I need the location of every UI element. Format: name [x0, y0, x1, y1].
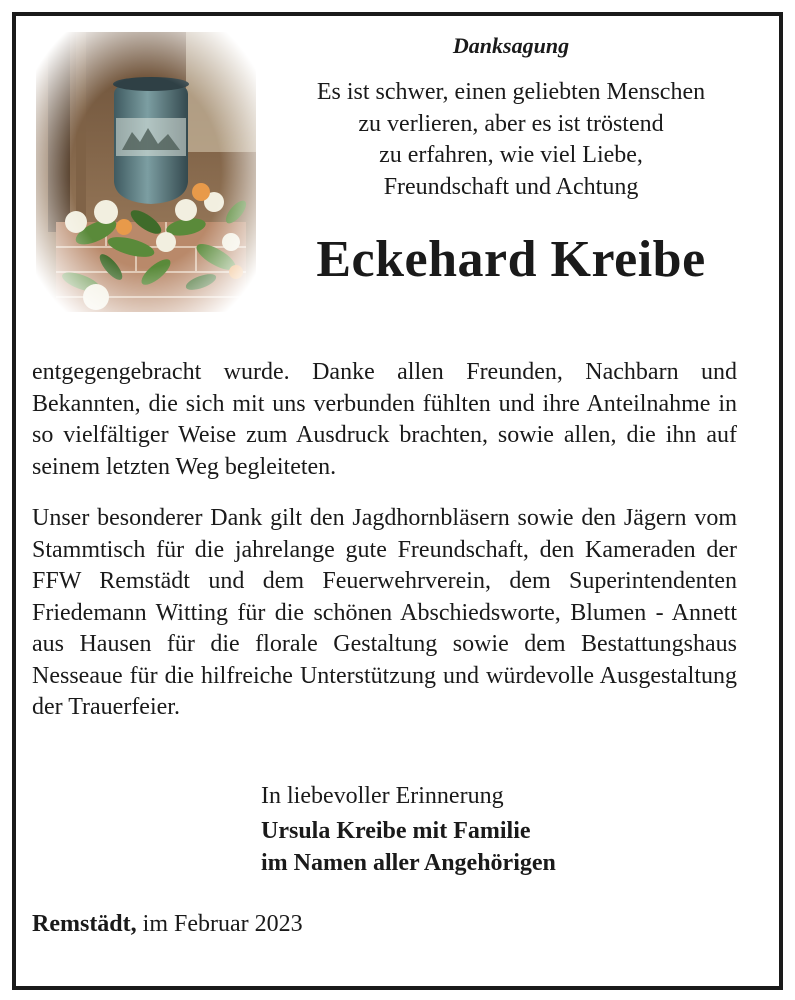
- signer-line: im Namen aller Angehörigen: [261, 850, 556, 876]
- closing-line: In liebevoller Erinnerung: [261, 783, 504, 809]
- place-name: Remstädt,: [32, 911, 137, 937]
- intro-line: zu verlieren, aber es ist tröstend: [358, 110, 664, 137]
- thanks-paragraph-1: entgegengebracht wurde. Danke allen Freunden, Nachbarn und Bekannten, die sich mit uns verbunden fühlten und ihre Anteilnahme in so vielfältiger Weise zum Ausdruck brachten, sowie allen, die ihn auf seinem letzten Weg begleiteten.: [32, 359, 737, 480]
- notice-heading: Danksagung: [452, 33, 570, 58]
- deceased-name: Eckehard Kreibe: [316, 231, 706, 288]
- thanks-paragraph-2: Unser besonderer Dank gilt den Jagdhornbläsern sowie den Jägern vom Stammtisch für die jahrelange gute Freundschaft, den Kameraden der FFW Remstädt und dem Feuerwehrverein, dem Superintendenten Friedemann Witting für die schönen Abschiedsworte, Blumen - Annett aus Hausen für die florale Gestaltung sowie dem Bestattungshaus Nesseaue für die hilfreiche Unterstützung und würdevolle Ausgestaltung der Trauerfeier.: [32, 505, 737, 720]
- intro-line: Freundschaft und Achtung: [383, 173, 639, 200]
- intro-text: [256, 77, 766, 203]
- notice-date: im Februar 2023: [142, 911, 303, 937]
- place-date: [32, 909, 303, 941]
- header-block: [256, 30, 766, 290]
- signer-line: Ursula Kreibe mit Familie: [261, 818, 531, 844]
- signers: [261, 815, 556, 879]
- urn-photo: [36, 32, 256, 312]
- intro-line: zu erfahren, wie viel Liebe,: [379, 142, 643, 168]
- intro-line: Es ist schwer, einen geliebten Menschen: [316, 79, 706, 105]
